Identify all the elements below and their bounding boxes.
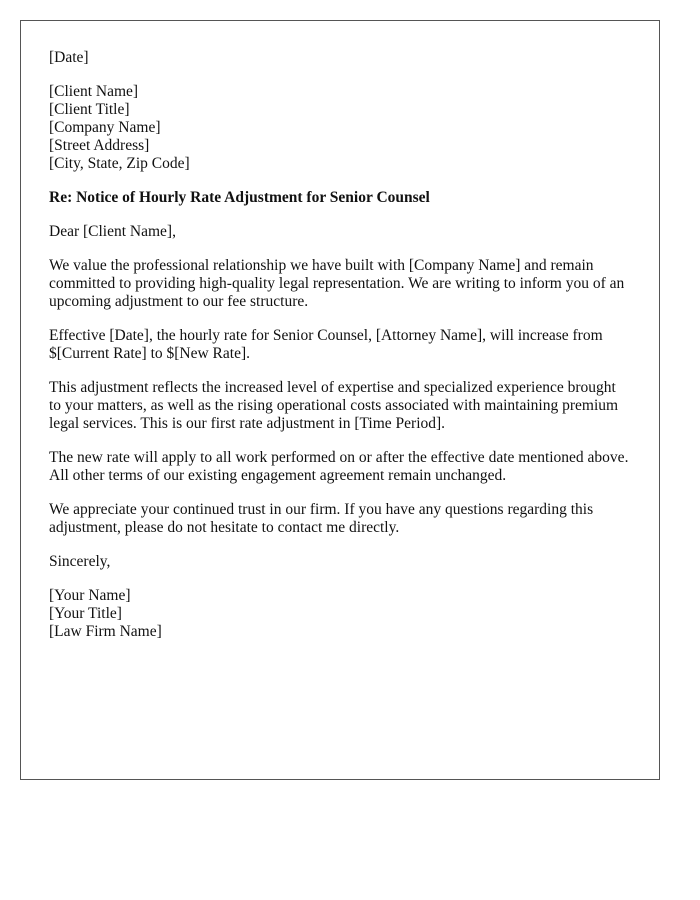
recipient-title: [Client Title] <box>49 101 130 118</box>
subject-line: Re: Notice of Hourly Rate Adjustment for Senior Counsel <box>49 189 430 206</box>
body-paragraph: The new rate will apply to all work performed on or after the effective date mentioned above. All other terms of our existing engagement agreement remain unchanged. <box>49 449 629 484</box>
signature-firm: [Law Firm Name] <box>49 623 162 640</box>
signature-name: [Your Name] <box>49 587 131 604</box>
recipient-address <box>49 83 631 173</box>
recipient-street: [Street Address] <box>49 137 150 154</box>
body-paragraph: Effective [Date], the hourly rate for Senior Counsel, [Attorney Name], will increase from $[Current Rate] to $[New Rate]. <box>49 327 603 362</box>
letter-page <box>20 20 660 780</box>
signature-title: [Your Title] <box>49 605 122 622</box>
letter-date: [Date] <box>49 49 89 66</box>
recipient-company: [Company Name] <box>49 119 161 136</box>
recipient-name: [Client Name] <box>49 83 139 100</box>
closing: Sincerely, <box>49 553 111 570</box>
body-paragraph: We appreciate your continued trust in our firm. If you have any questions regarding this adjustment, please do not hesitate to contact me directly. <box>49 501 594 536</box>
body-paragraph: This adjustment reflects the increased level of expertise and specialized experience brought to your matters, as well as the rising operational costs associated with maintaining premium legal services. This is our first rate adjustment in [Time Period]. <box>49 379 619 432</box>
signature-block <box>49 587 631 641</box>
date-line <box>49 49 631 67</box>
salutation: Dear [Client Name], <box>49 223 176 240</box>
body-paragraph: We value the professional relationship we have built with [Company Name] and remain committed to providing high-quality legal representation. We are writing to inform you of an upcoming adjustment to our fee structure. <box>49 257 625 310</box>
recipient-city-state-zip: [City, State, Zip Code] <box>49 155 190 172</box>
